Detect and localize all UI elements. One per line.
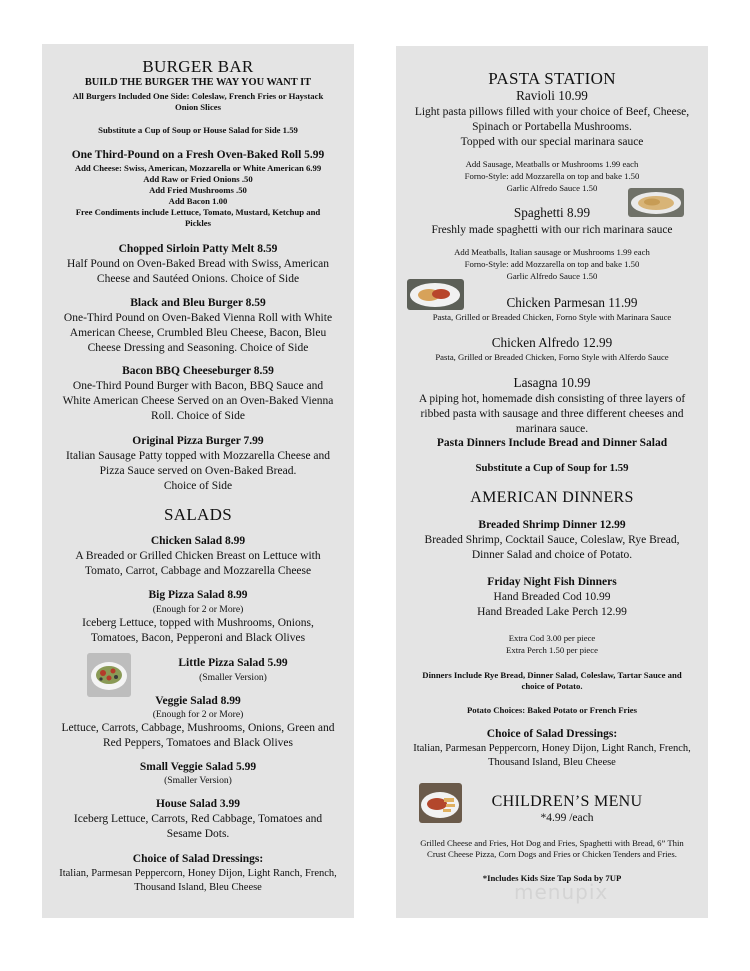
menu-item-description: Tomato, Carrot, Cabbage and Mozzarella Cheese <box>84 565 312 577</box>
menu-item-title: Spaghetti 8.99 <box>513 205 591 220</box>
menu-item-description: American Cheese, Crumbled Bleu Cheese, Bacon, Bleu <box>69 327 327 339</box>
menu-option: Add Bacon 1.00 <box>168 196 228 206</box>
menu-item-note: (Smaller Version) <box>164 775 232 786</box>
menu-item-description: Pasta, Grilled or Breaded Chicken, Forno Style with Marinara Sauce <box>432 312 672 322</box>
dressings-list: Italian, Parmesan Peppercorn, Honey Dijon, Light Ranch, French, <box>413 743 691 754</box>
menu-option: Garlic Alfredo Sauce 1.50 <box>506 271 598 281</box>
watermark-logo: menupix <box>514 880 609 904</box>
menu-item-description: Iceberg Lettuce, topped with Mushrooms, Onions, <box>82 617 314 629</box>
menu-item-description: Pizza Sauce served on Oven-Baked Bread. <box>99 465 297 477</box>
menu-item-description: Iceberg Lettuce, Carrots, Red Cabbage, Tomatoes and <box>73 813 323 825</box>
dressings-heading: Choice of Salad Dressings: <box>486 728 618 740</box>
menu-item-description: White American Cheese Served on an Oven-Baked Vienna <box>62 395 334 407</box>
menu-item-description: Hand Breaded Lake Perch 12.99 <box>477 606 627 618</box>
pasta-station-heading: PASTA STATION <box>488 69 616 88</box>
menu-item-description: Cheese and Sautéed Onions. Choice of Side <box>96 273 300 285</box>
menu-item-description: Tomatoes, Bacon, Pepperoni and Black Olives <box>90 632 306 644</box>
menu-item-title: Bacon BBQ Cheeseburger 8.59 <box>122 365 274 377</box>
menu-option: Forno-Style: add Mozzarella on top and bake 1.50 <box>464 171 640 181</box>
menu-item-description: Italian Sausage Patty topped with Mozzarella Cheese and <box>65 450 331 462</box>
burger-subtitle: BUILD THE BURGER THE WAY YOU WANT IT <box>84 77 312 88</box>
menu-item-description: Cheese Dressing and Seasoning. Choice of Side <box>87 342 309 354</box>
menu-option: Extra Perch 1.50 per piece <box>506 645 598 655</box>
menu-item-title: Original Pizza Burger 7.99 <box>132 435 264 447</box>
menu-option: Add Raw or Fried Onions .50 <box>143 174 253 184</box>
menu-item-description: One-Third Pound Burger with Bacon, BBQ Sauce and <box>72 380 324 392</box>
menu-item-description: Roll. Choice of Side <box>151 410 245 422</box>
menu-item-title: Lasagna 10.99 <box>513 375 591 390</box>
american-dinners-heading: AMERICAN DINNERS <box>470 489 634 506</box>
menu-item-description: Topped with our special marinara sauce <box>460 136 644 148</box>
menu-option: Add Sausage, Meatballs or Mushrooms 1.99 each <box>465 159 639 169</box>
menu-item-title: Ravioli 10.99 <box>516 88 588 103</box>
menu-item-title: Chopped Sirloin Patty Melt 8.59 <box>118 243 278 255</box>
burger-bar-heading: BURGER BAR <box>142 57 254 76</box>
menu-option: Extra Cod 3.00 per piece <box>508 633 596 643</box>
menu-option: Add Cheese: Swiss, American, Mozzarella or White American 6.99 <box>74 163 322 173</box>
menu-item-description: Pasta, Grilled or Breaded Chicken, Forno Style with Alferdo Sauce <box>435 352 669 362</box>
menu-item-title: Small Veggie Salad 5.99 <box>139 761 257 773</box>
menu-item-description: One-Third Pound on Oven-Baked Vienna Roll with White <box>63 312 333 324</box>
menu-item-description: Hand Breaded Cod 10.99 <box>493 591 611 603</box>
right-menu-panel <box>396 46 708 918</box>
menu-item-note: (Smaller Version) <box>199 672 267 683</box>
menu-option: Free Condiments include Lettuce, Tomato, Mustard, Ketchup and <box>75 207 321 217</box>
dinners-note: choice of Potato. <box>521 681 583 691</box>
menu-option: Add Meatballs, Italian sausage or Mushrooms 1.99 each <box>454 247 650 257</box>
childrens-menu-description: Grilled Cheese and Fries, Hot Dog and Fries, Spaghetti with Bread, 6” Thin <box>420 838 684 848</box>
menu-option: Garlic Alfredo Sauce 1.50 <box>506 183 598 193</box>
menu-option: Pickles <box>184 218 212 228</box>
burger-note-line: All Burgers Included One Side: Coleslaw, French Fries or Haystack <box>72 91 324 101</box>
menu-item-description: Red Peppers, Tomatoes and Black Olives <box>103 737 293 749</box>
menu-item-title: Chicken Salad 8.99 <box>150 535 246 547</box>
menu-item-note: (Enough for 2 or More) <box>152 709 244 720</box>
menu-item-description: Breaded Shrimp, Cocktail Sauce, Coleslaw, Rye Bread, <box>424 534 680 546</box>
dressings-list: Italian, Parmesan Peppercorn, Honey Dijon, Light Ranch, French, <box>59 868 337 879</box>
menu-item-note: (Enough for 2 or More) <box>152 604 244 615</box>
pasta-dinners-note: Pasta Dinners Include Bread and Dinner Salad <box>436 437 668 449</box>
dinners-note: Dinners Include Rye Bread, Dinner Salad, Coleslaw, Tartar Sauce and <box>422 670 682 680</box>
menu-item-title: Friday Night Fish Dinners <box>487 576 617 588</box>
menu-item-description: Choice of Side <box>163 480 233 492</box>
left-menu-panel <box>42 44 354 918</box>
menu-item-title: House Salad 3.99 <box>155 798 241 810</box>
dressings-list: Thousand Island, Bleu Cheese <box>134 882 262 893</box>
menu-item-title: Chicken Parmesan 11.99 <box>506 295 638 310</box>
menu-item-description: Lettuce, Carrots, Cabbage, Mushrooms, Onions, Green and <box>61 722 335 734</box>
childrens-menu-description: Crust Cheese Pizza, Corn Dogs and Fries or Chicken Tenders and Fries. <box>427 849 677 859</box>
menu-item-description: Light pasta pillows filled with your choice of Beef, Cheese, <box>414 106 690 118</box>
childrens-menu-price: *4.99 /each <box>540 812 594 824</box>
menu-item-title: Little Pizza Salad 5.99 <box>178 657 288 669</box>
menu-item-description: marinara sauce. <box>515 423 589 435</box>
menu-item-description: ribbed pasta with sausage and three different cheeses and <box>420 408 684 420</box>
menu-item-title: Veggie Salad 8.99 <box>155 695 241 707</box>
dressings-list: Thousand Island, Bleu Cheese <box>488 757 616 768</box>
menu-item-description: A Breaded or Grilled Chicken Breast on Lettuce with <box>75 550 321 562</box>
menu-item-title: Breaded Shrimp Dinner 12.99 <box>478 519 626 531</box>
potato-choices: Potato Choices: Baked Potato or French Fries <box>466 705 638 715</box>
menu-item-description: Freshly made spaghetti with our rich marinara sauce <box>431 224 673 236</box>
burger-substitute-note: Substitute a Cup of Soup or House Salad for Side 1.59 <box>98 125 298 135</box>
menu-item-description: Spinach or Portabella Mushrooms. <box>472 121 632 133</box>
menu-item-description: Dinner Salad and choice of Potato. <box>471 549 633 561</box>
salads-heading: SALADS <box>164 505 232 524</box>
childrens-menu-note: *Includes Kids Size Tap Soda by 7UP <box>482 873 622 883</box>
menu-item-title: Big Pizza Salad 8.99 <box>148 589 248 601</box>
menu-option: Forno-Style: add Mozzarella on top and bake 1.50 <box>464 259 640 269</box>
menu-item-description: Half Pound on Oven-Baked Bread with Swiss, American <box>67 258 329 270</box>
menu-item-description: A piping hot, homemade dish consisting of three layers of <box>418 393 686 405</box>
menu-item-title: One Third-Pound on a Fresh Oven-Baked Roll 5.99 <box>71 149 325 161</box>
menu-item-title: Chicken Alfredo 12.99 <box>491 335 613 350</box>
dressings-heading: Choice of Salad Dressings: <box>132 853 264 865</box>
menu-item-description: Sesame Dots. <box>166 828 230 840</box>
menu-option: Add Fried Mushrooms .50 <box>149 185 247 195</box>
burger-note-line: Onion Slices <box>174 102 222 112</box>
childrens-menu-heading: CHILDREN’S MENU <box>491 793 643 810</box>
pasta-substitute-note: Substitute a Cup of Soup for 1.59 <box>475 462 629 474</box>
menu-item-title: Black and Bleu Burger 8.59 <box>130 297 266 309</box>
